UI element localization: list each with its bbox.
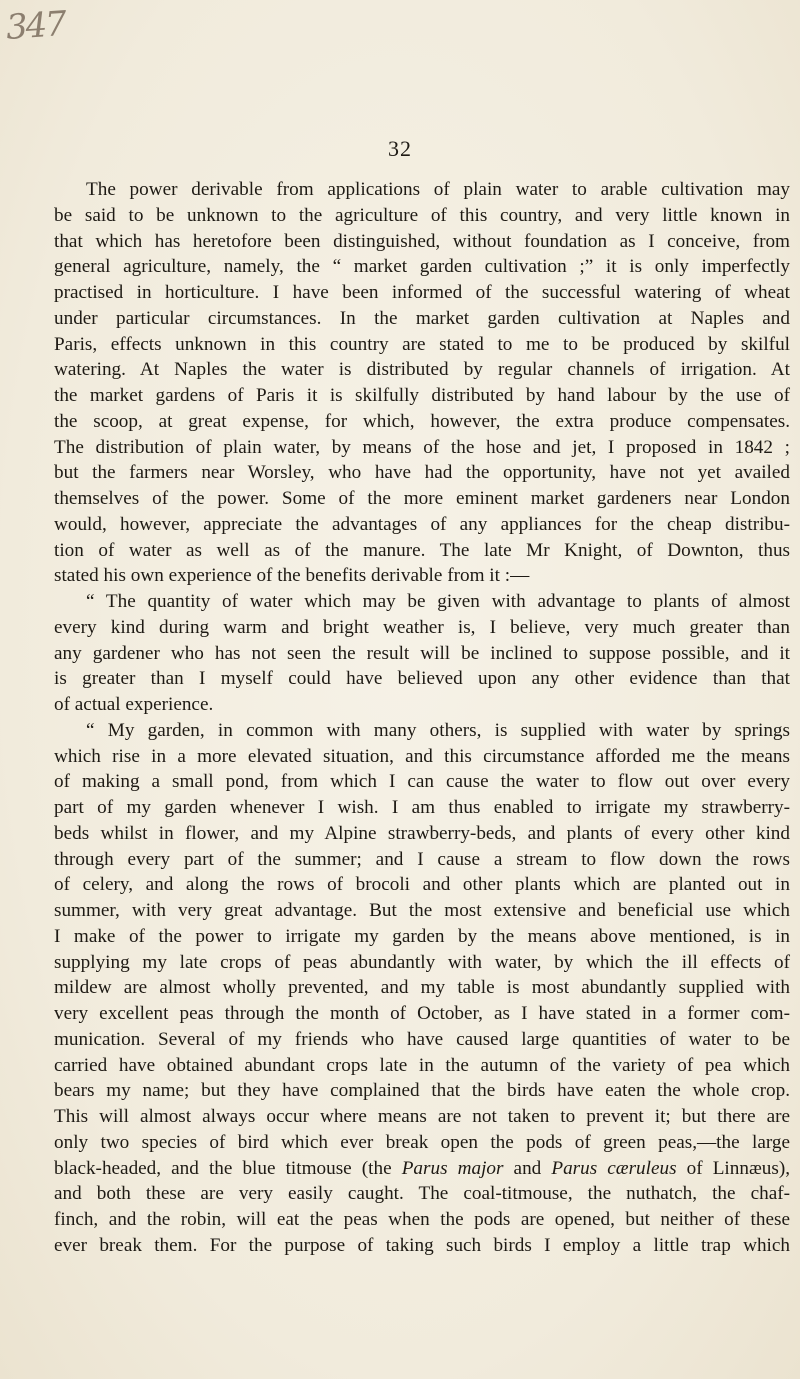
text-line: I make of the power to irrigate my garden by the means above mentioned, is in (54, 925, 790, 947)
text-line: only two species of bird which ever break open the pods of green peas,—the large (54, 1131, 790, 1153)
text-line: beds whilst in flower, and my Alpine strawberry-beds, and plants of every other kind (54, 822, 790, 844)
text-line: Paris, effects unknown in this country are stated to me to be produced by skilful (54, 333, 790, 355)
text-line: the market gardens of Paris it is skilfully distributed by hand labour by the use of (54, 385, 790, 406)
text-line: The distribution of plain water, by means of the hose and jet, I proposed in 1842 ; (54, 436, 790, 458)
species-name: Parus cæruleus (551, 1157, 677, 1179)
text-line: “ My garden, in common with many others, is supplied with water by springs (86, 719, 790, 741)
text-line: of actual experience. (54, 694, 214, 715)
text-line: that which has heretofore been distinguished, without foundation as I conceive, from (54, 230, 790, 252)
text-line: carried have obtained abundant crops late in the autumn of the variety of pea which (54, 1054, 790, 1076)
text-line: very excellent peas through the month of October, as I have stated in a former com- (54, 1003, 790, 1024)
text-line: munication. Several of my friends who have caused large quantities of water to be (54, 1028, 790, 1050)
text-line: under particular circumstances. In the market garden cultivation at Naples and (54, 307, 790, 329)
text-line-with-italics (54, 1156, 790, 1182)
text-body (54, 177, 790, 1259)
text-line: of celery, and along the rows of brocoli and other plants which are planted out in (54, 874, 790, 896)
text-line: part of my garden whenever I wish. I am thus enabled to irrigate my strawberry- (54, 797, 790, 818)
text-line: “ The quantity of water which may be given with advantage to plants of almost (86, 591, 790, 612)
text-line: stated his own experience of the benefits derivable from it :— (54, 565, 530, 587)
text-segment: and (503, 1157, 552, 1179)
text-line: ever break them. For the purpose of taking such birds I employ a little trap which (54, 1234, 790, 1256)
text-line: of making a small pond, from which I can cause the water to flow out over every (54, 771, 790, 793)
text-line: tion of water as well as of the manure. The late Mr Knight, of Downton, thus (54, 539, 790, 561)
text-line: themselves of the power. Some of the more eminent market gardeners near London (54, 488, 790, 509)
text-line: every kind during warm and bright weather is, I believe, very much greater than (54, 616, 790, 638)
handwritten-mark: 347 (4, 3, 67, 49)
text-line: practised in horticulture. I have been informed of the successful watering of wheat (54, 282, 790, 303)
text-line: and both these are very easily caught. The coal-titmouse, the nuthatch, the chaf- (54, 1183, 790, 1205)
text-line: The power derivable from applications of plain water to arable cultivation may (86, 179, 790, 200)
text-line: through every part of the summer; and I cause a stream to flow down the rows (54, 848, 790, 870)
text-line: summer, with very great advantage. But the most extensive and beneficial use which (54, 900, 790, 921)
text-line: which rise in a more elevated situation, and this circumstance afforded me the means (54, 745, 790, 767)
text-line: watering. At Naples the water is distributed by regular channels of irrigation. At (54, 359, 790, 381)
text-line: general agriculture, namely, the “ market garden cultivation ;” it is only imperfectly (54, 256, 790, 278)
text-segment: black-headed, and the blue titmouse (the (54, 1157, 402, 1179)
text-line: but the farmers near Worsley, who have had the opportunity, have not yet availed (54, 462, 790, 484)
text-line: bears my name; but they have complained that the birds have eaten the whole crop. (54, 1080, 790, 1102)
text-line: be said to be unknown to the agriculture of this country, and very little known in (54, 204, 790, 226)
text-line: This will almost always occur where means are not taken to prevent it; but there are (54, 1106, 790, 1127)
text-line: the scoop, at great expense, for which, however, the extra produce compensates. (54, 410, 790, 432)
text-line: is greater than I myself could have believed upon any other evidence than that (54, 668, 790, 690)
text-line: would, however, appreciate the advantages of any appliances for the cheap distribu- (54, 513, 790, 535)
text-line: finch, and the robin, will eat the peas when the pods are opened, but neither of these (54, 1209, 790, 1230)
text-line: mildew are almost wholly prevented, and my table is most abundantly supplied with (54, 977, 790, 999)
page-number: 32 (388, 136, 412, 161)
text-line: supplying my late crops of peas abundantly with water, by which the ill effects of (54, 951, 790, 973)
species-name: Parus major (401, 1157, 504, 1179)
text-line: any gardener who has not seen the result will be inclined to suppose possible, and it (54, 642, 790, 664)
text-segment: of Linnæus), (676, 1157, 790, 1179)
